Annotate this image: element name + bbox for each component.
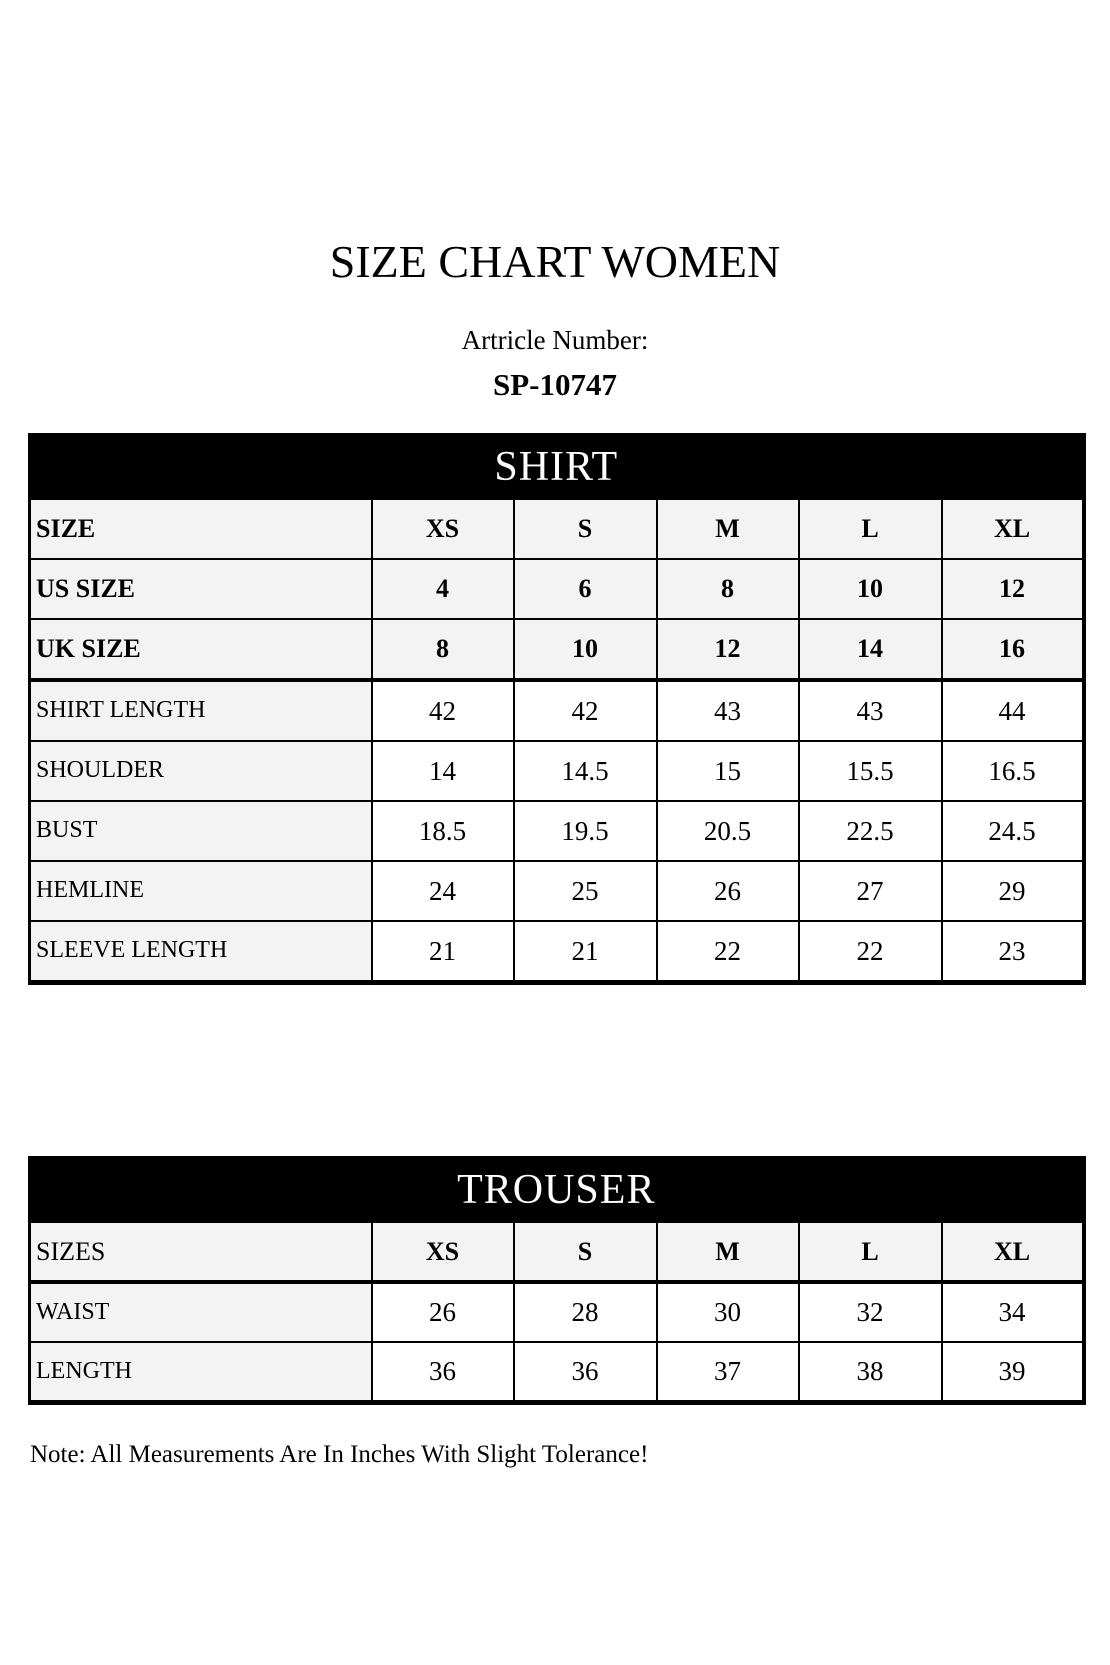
table-row [30, 801, 1084, 861]
table-row [30, 559, 1084, 619]
value-cell: 14 [372, 741, 514, 801]
value-cell: 26 [372, 1282, 514, 1342]
row-label-cell: US SIZE [30, 559, 372, 619]
value-cell: XL [942, 499, 1084, 559]
row-label-cell: SIZE [30, 499, 372, 559]
table-row [30, 619, 1084, 680]
table-row [30, 499, 1084, 559]
row-label-cell: UK SIZE [30, 619, 372, 680]
row-label-cell: BUST [30, 801, 372, 861]
row-label-cell: HEMLINE [30, 861, 372, 921]
note-text: Note: All Measurements Are In Inches With Slight Tolerance! [30, 1441, 649, 1468]
value-cell: L [799, 1222, 942, 1282]
value-cell: S [514, 499, 657, 559]
value-cell: 43 [657, 680, 799, 741]
value-cell: 16 [942, 619, 1084, 680]
row-label-cell: SHIRT LENGTH [30, 680, 372, 741]
value-cell: 29 [942, 861, 1084, 921]
value-cell: 38 [799, 1342, 942, 1403]
row-label-cell: LENGTH [30, 1342, 372, 1403]
value-cell: 10 [514, 619, 657, 680]
shirt-table-body [30, 499, 1084, 983]
table-row [30, 680, 1084, 741]
article-number-value: SP-10747 [493, 367, 617, 402]
table-row [30, 1222, 1084, 1282]
article-number-label: Artricle Number: [461, 325, 649, 355]
table-row [30, 861, 1084, 921]
value-cell: 21 [514, 921, 657, 983]
trouser-table-header-band [30, 1158, 1084, 1223]
table-row [30, 1342, 1084, 1403]
value-cell: XS [372, 499, 514, 559]
value-cell: 43 [799, 680, 942, 741]
row-label-cell: WAIST [30, 1282, 372, 1342]
value-cell: 8 [657, 559, 799, 619]
value-cell: 14 [799, 619, 942, 680]
value-cell: 32 [799, 1282, 942, 1342]
row-label-cell: SHOULDER [30, 741, 372, 801]
row-label-cell: SLEEVE LENGTH [30, 921, 372, 983]
value-cell: 15.5 [799, 741, 942, 801]
value-cell: 34 [942, 1282, 1084, 1342]
value-cell: 23 [942, 921, 1084, 983]
page-title: SIZE CHART WOMEN [329, 236, 781, 287]
value-cell: M [657, 1222, 799, 1282]
value-cell: 26 [657, 861, 799, 921]
value-cell: 24.5 [942, 801, 1084, 861]
value-cell: 10 [799, 559, 942, 619]
value-cell: 24 [372, 861, 514, 921]
value-cell: 22 [657, 921, 799, 983]
value-cell: 6 [514, 559, 657, 619]
value-cell: 44 [942, 680, 1084, 741]
value-cell: 39 [942, 1342, 1084, 1403]
value-cell: 15 [657, 741, 799, 801]
trouser-table-title: TROUSER [30, 1158, 1084, 1223]
value-cell: 12 [942, 559, 1084, 619]
value-cell: 36 [514, 1342, 657, 1403]
value-cell: L [799, 499, 942, 559]
value-cell: 19.5 [514, 801, 657, 861]
value-cell: 14.5 [514, 741, 657, 801]
value-cell: 4 [372, 559, 514, 619]
shirt-table-title: SHIRT [30, 435, 1084, 500]
value-cell: 20.5 [657, 801, 799, 861]
value-cell: 36 [372, 1342, 514, 1403]
trouser-table [28, 1156, 1086, 1405]
value-cell: 8 [372, 619, 514, 680]
value-cell: 22.5 [799, 801, 942, 861]
value-cell: 27 [799, 861, 942, 921]
value-cell: M [657, 499, 799, 559]
table-row [30, 921, 1084, 983]
value-cell: 22 [799, 921, 942, 983]
value-cell: 16.5 [942, 741, 1084, 801]
value-cell: 42 [372, 680, 514, 741]
value-cell: S [514, 1222, 657, 1282]
shirt-table [28, 433, 1086, 985]
value-cell: 25 [514, 861, 657, 921]
value-cell: 18.5 [372, 801, 514, 861]
shirt-table-header-band [30, 435, 1084, 500]
value-cell: 12 [657, 619, 799, 680]
value-cell: 28 [514, 1282, 657, 1342]
value-cell: 30 [657, 1282, 799, 1342]
table-row [30, 741, 1084, 801]
value-cell: 42 [514, 680, 657, 741]
trouser-table-body [30, 1222, 1084, 1403]
value-cell: XS [372, 1222, 514, 1282]
table-row [30, 1282, 1084, 1342]
value-cell: XL [942, 1222, 1084, 1282]
row-label-cell: SIZES [30, 1222, 372, 1282]
value-cell: 21 [372, 921, 514, 983]
value-cell: 37 [657, 1342, 799, 1403]
